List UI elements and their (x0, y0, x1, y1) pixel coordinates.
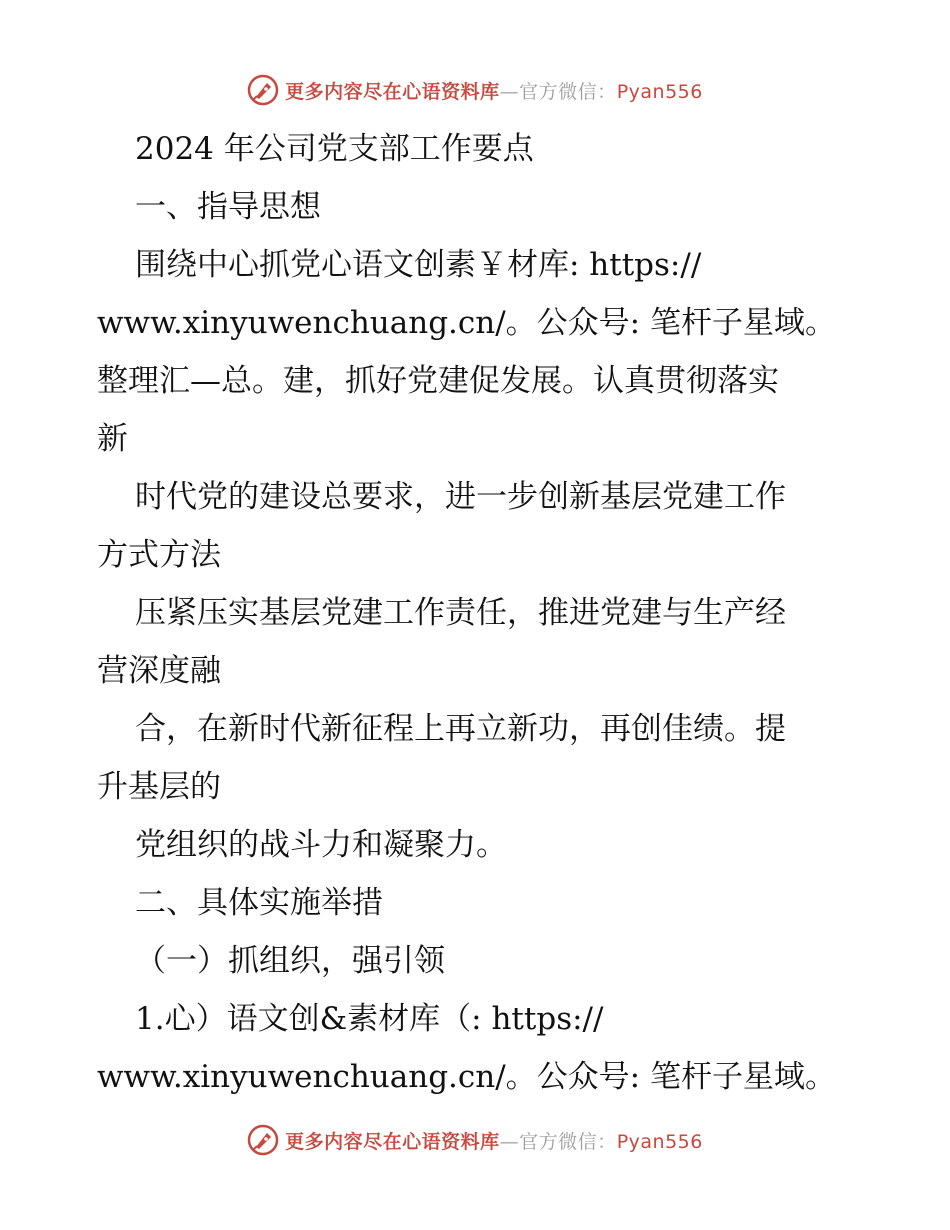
paragraph-line: 党组织的战斗力和凝聚力。 (135, 827, 507, 863)
paragraph-line: 合，在新时代新征程上再立新功，再创佳绩。提 (135, 711, 786, 747)
paragraph-line: 新 (97, 421, 128, 457)
document-title: 2024 年公司党支部工作要点 (135, 131, 534, 167)
paragraph-line: 方式方法 (97, 537, 221, 573)
pen-nib-logo-icon (247, 1124, 279, 1156)
footer-watermark-banner (0, 1120, 950, 1160)
banner-main-text: 更多内容尽在心语资料库 (285, 80, 500, 103)
banner-text (285, 1127, 703, 1154)
paragraph-line: www.xinyuwenchuang.cn/。公众号: 笔杆子星域。 (97, 1059, 836, 1095)
banner-wechat-id: Pyan556 (616, 80, 703, 103)
paragraph-line: 时代党的建设总要求，进一步创新基层党建工作 (135, 479, 786, 515)
banner-official-label: 官方微信： (519, 1130, 617, 1153)
paragraph-line: 营深度融 (97, 653, 221, 689)
paragraph-line: 整理汇—总。建，抓好党建促发展。认真贯彻落实 (97, 363, 779, 399)
banner-text (285, 77, 703, 104)
paragraph-line: www.xinyuwenchuang.cn/。公众号: 笔杆子星域。 (97, 305, 836, 341)
section-heading-guiding-ideology: 一、指导思想 (135, 189, 321, 225)
paragraph-line: 1.心）语文创&素材库（: https:// (135, 1001, 604, 1037)
paragraph-line: 围绕中心抓党心语文创素￥材库: https:// (135, 247, 702, 283)
banner-main-text: 更多内容尽在心语资料库 (285, 1130, 500, 1153)
pen-nib-logo-icon (247, 74, 279, 106)
section-heading-measures: 二、具体实施举措 (135, 885, 383, 921)
header-watermark-banner (0, 70, 950, 110)
banner-official-label: 官方微信： (519, 80, 617, 103)
banner-dash: — (499, 80, 520, 103)
subsection-heading: （一）抓组织，强引领 (135, 943, 445, 979)
paragraph-line: 压紧压实基层党建工作责任，推进党建与生产经 (135, 595, 786, 631)
paragraph-line: 升基层的 (97, 769, 221, 805)
document-body (97, 120, 857, 1106)
banner-wechat-id: Pyan556 (616, 1130, 703, 1153)
banner-dash: — (499, 1130, 520, 1153)
